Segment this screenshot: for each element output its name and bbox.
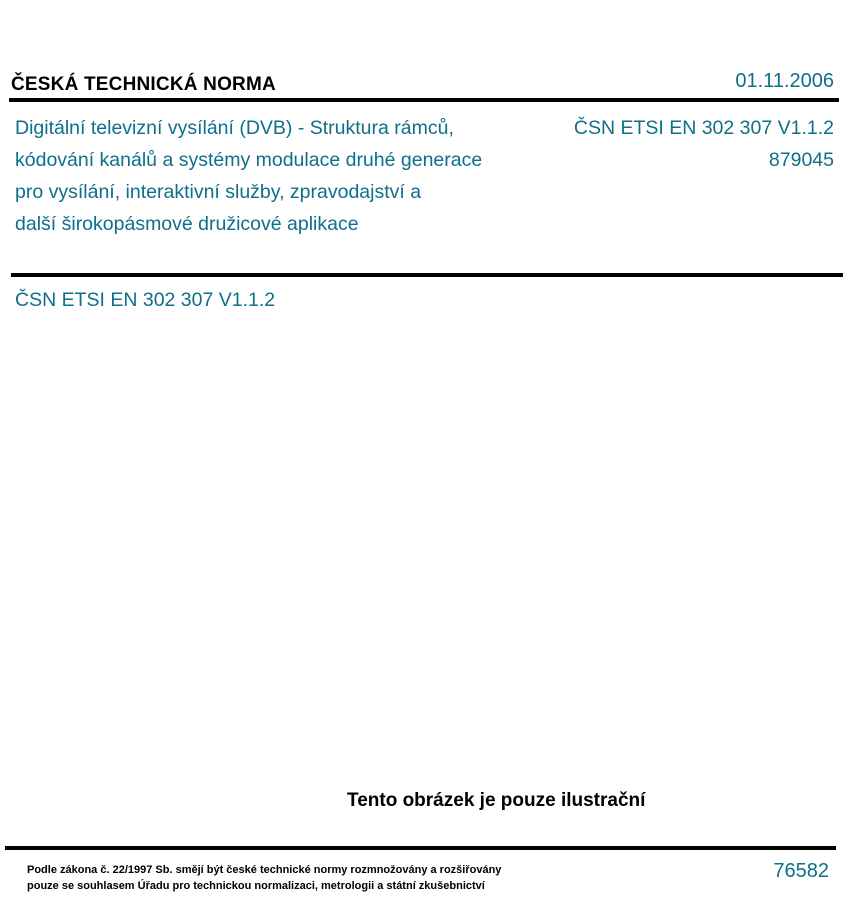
top-divider (9, 98, 839, 102)
standard-designation: ČSN ETSI EN 302 307 V1.1.2 (15, 289, 276, 311)
legal-line: pouze se souhlasem Úřadu pro technickou normalizaci, metrologii a státní zkušebnictví (27, 879, 485, 892)
bottom-divider (5, 846, 836, 850)
classification-code: 879045 (768, 149, 834, 171)
middle-divider (11, 273, 843, 277)
standard-title (15, 112, 545, 240)
publication-date: 01.11.2006 (735, 70, 834, 92)
document-id: 76582 (773, 860, 829, 882)
title-line: kódování kanálů a systémy modulace druhé generace (15, 149, 483, 171)
norm-heading: ČESKÁ TECHNICKÁ NORMA (11, 74, 276, 95)
title-line: další širokopásmové družicové aplikace (15, 213, 359, 235)
standard-number: ČSN ETSI EN 302 307 V1.1.2 (573, 117, 834, 139)
illustrative-notice: Tento obrázek je pouze ilustrační (347, 790, 646, 811)
title-line: pro vysílání, interaktivní služby, zpravodajství a (15, 181, 422, 203)
legal-line: Podle zákona č. 22/1997 Sb. smějí být české technické normy rozmnožovány a rozšiřovány (27, 864, 502, 876)
legal-notice (27, 863, 501, 894)
title-line: Digitální televizní vysílání (DVB) - Struktura rámců, (15, 117, 454, 139)
